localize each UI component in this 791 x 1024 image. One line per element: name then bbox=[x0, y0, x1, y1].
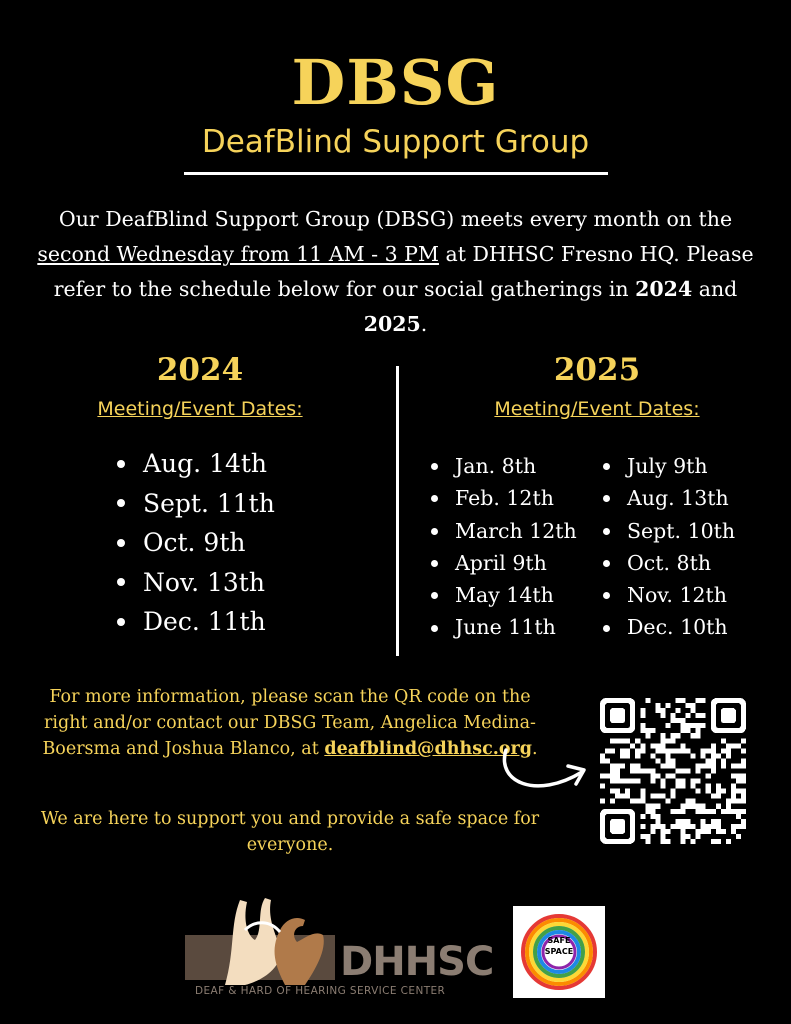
qr-code-icon[interactable] bbox=[600, 698, 746, 844]
title-underline bbox=[184, 172, 608, 175]
safe-space-line1: SAFE bbox=[547, 936, 571, 945]
intro-paragraph bbox=[30, 202, 761, 342]
contact-text: For more information, please scan the QR code on the right and/or contact our DBSG Team, Angelica Medina-Boersma and Joshua Blanco, at bbox=[42, 687, 536, 759]
list-item: Sept. 10th bbox=[603, 515, 735, 547]
year-2024-heading: 2024 bbox=[156, 352, 244, 388]
intro-part2: at DHHSC Fresno HQ. Please refer to the schedule below for our social gatherings in bbox=[53, 242, 754, 301]
contact-email-link[interactable]: deafblind@dhhsc.org bbox=[324, 739, 532, 759]
list-item: Oct. 8th bbox=[603, 547, 735, 579]
list-item: April 9th bbox=[431, 547, 577, 579]
year-2025-heading: 2025 bbox=[553, 352, 641, 388]
dates-list-2025-col1 bbox=[431, 450, 577, 644]
intro-part1: Our DeafBlind Support Group (DBSG) meets every month on the bbox=[58, 207, 733, 231]
meeting-dates-label-2024: Meeting/Event Dates: bbox=[97, 398, 303, 420]
column-divider bbox=[396, 366, 399, 656]
dhhsc-tagline: DEAF & HARD OF HEARING SERVICE CENTER bbox=[195, 985, 446, 997]
support-statement: We are here to support you and provide a safe space for everyone. bbox=[40, 809, 540, 855]
dates-list-2025-col2 bbox=[603, 450, 735, 644]
list-item: Dec. 11th bbox=[117, 602, 275, 642]
list-item: June 11th bbox=[431, 611, 577, 643]
list-item: March 12th bbox=[431, 515, 577, 547]
list-item: Oct. 9th bbox=[117, 523, 275, 563]
curved-arrow-icon bbox=[496, 742, 592, 798]
contact-period: . bbox=[531, 739, 538, 759]
list-item: Sept. 11th bbox=[117, 484, 275, 524]
list-item: May 14th bbox=[431, 579, 577, 611]
safe-space-label bbox=[513, 935, 605, 957]
contact-info bbox=[30, 684, 550, 762]
safe-space-line2: SPACE bbox=[544, 947, 574, 956]
list-item: Jan. 8th bbox=[431, 450, 577, 482]
list-item: Nov. 13th bbox=[117, 563, 275, 603]
dhhsc-logo-text: DHHSC bbox=[340, 939, 494, 985]
list-item: July 9th bbox=[603, 450, 735, 482]
list-item: Dec. 10th bbox=[603, 611, 735, 643]
meeting-dates-label-2025: Meeting/Event Dates: bbox=[494, 398, 700, 420]
page-title: DBSG bbox=[291, 46, 500, 119]
intro-schedule: second Wednesday from 11 AM - 3 PM bbox=[37, 242, 439, 266]
page-subtitle: DeafBlind Support Group bbox=[201, 124, 590, 160]
list-item: Aug. 13th bbox=[603, 482, 735, 514]
intro-year-2024: 2024 bbox=[635, 277, 693, 301]
intro-period: . bbox=[420, 312, 428, 336]
list-item: Nov. 12th bbox=[603, 579, 735, 611]
dates-list-2024 bbox=[117, 444, 275, 642]
intro-year-2025: 2025 bbox=[363, 312, 421, 336]
intro-and: and bbox=[692, 277, 738, 301]
list-item: Feb. 12th bbox=[431, 482, 577, 514]
list-item: Aug. 14th bbox=[117, 444, 275, 484]
